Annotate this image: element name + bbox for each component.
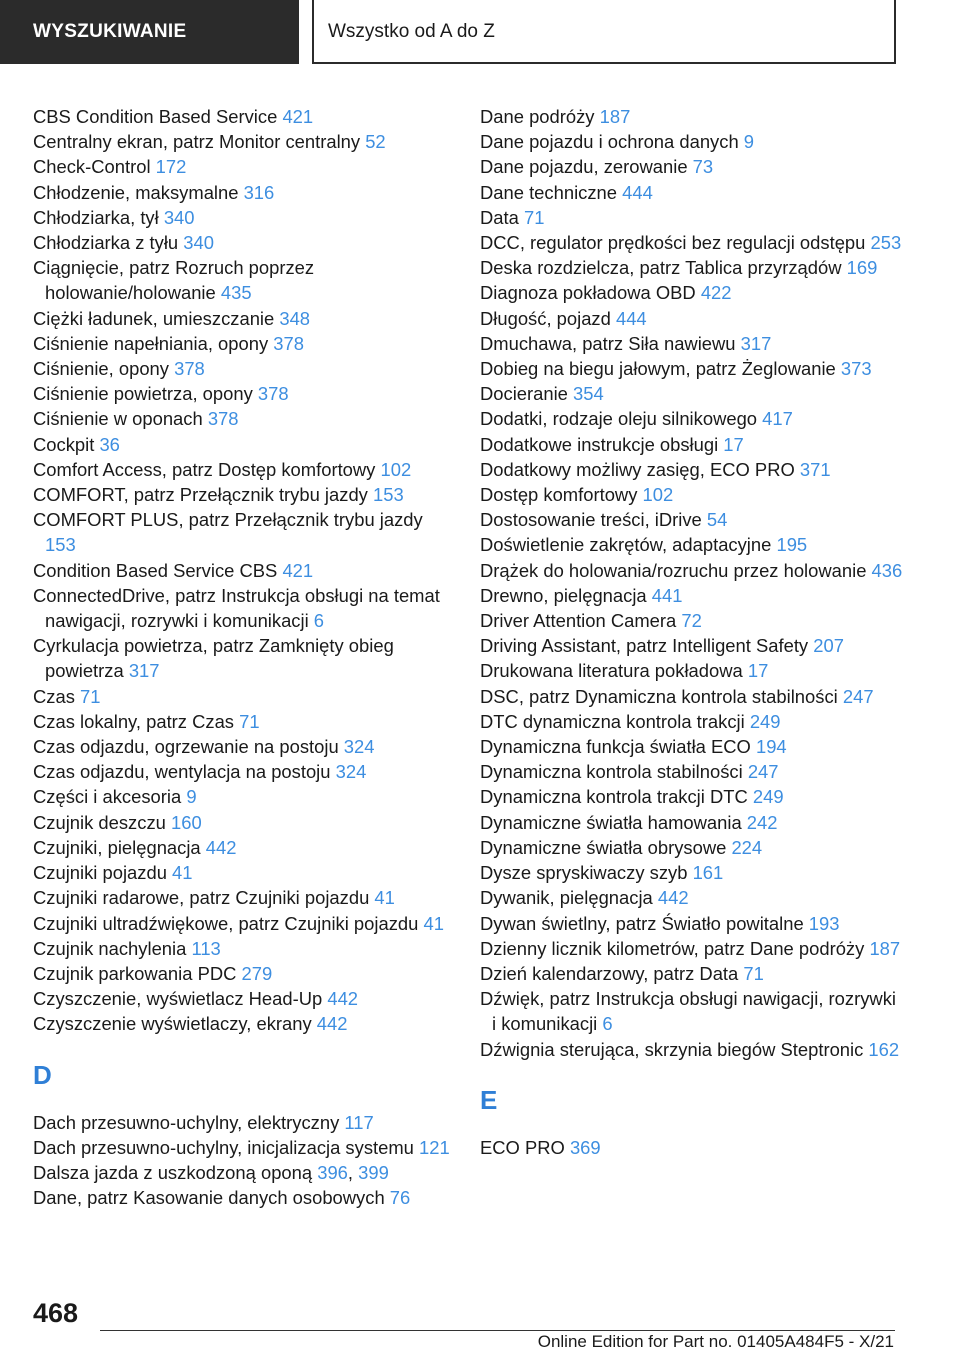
page-reference-link[interactable]: 340 (183, 232, 214, 254)
index-entry-term: Data (480, 206, 524, 228)
page-reference-link[interactable]: 378 (207, 408, 239, 430)
index-entry (33, 810, 458, 835)
page-reference-link[interactable]: 444 (622, 181, 653, 203)
index-entry (480, 406, 905, 431)
page-reference-link[interactable]: 71 (523, 206, 545, 228)
index-entry-term: COMFORT, patrz Przełącznik trybu jazdy (33, 484, 373, 506)
page-reference-link[interactable]: 396 (317, 1161, 348, 1183)
index-entry-term: Dach przesuwno-uchylny, elektryczny (33, 1111, 345, 1133)
page-reference-link[interactable]: 369 (569, 1136, 601, 1158)
page-reference-link[interactable]: 422 (700, 282, 732, 304)
page-reference-link[interactable]: 224 (731, 836, 763, 858)
index-entry-term: Dodatki, rodzaje oleju silnikowego (480, 408, 763, 430)
index-entry-term: DSC, patrz Dynamiczna kontrola stabilności (480, 685, 843, 707)
index-entry (33, 507, 458, 557)
page-reference-link[interactable]: 249 (749, 710, 781, 732)
index-entry (480, 205, 905, 230)
page-reference-link[interactable]: 6 (313, 610, 325, 632)
index-entry (33, 1011, 458, 1036)
index-entry-term: Czyszczenie wyświetlaczy, ekrany (33, 1013, 317, 1035)
index-entry (480, 356, 905, 381)
page-reference-link[interactable]: 417 (762, 408, 793, 430)
index-entry-term: Dynamiczne światła hamowania (480, 811, 747, 833)
index-entry-term: Chłodziarka, tył (33, 206, 164, 228)
index-entry (33, 482, 458, 507)
index-entry-term: Czas odjazdu, wentylacja na postoju (33, 761, 336, 783)
index-entry (480, 784, 905, 809)
index-entry (480, 507, 905, 532)
index-entry (33, 255, 458, 305)
index-entry-term: Czujnik parkowania PDC (33, 962, 242, 984)
index-entry-term: Docieranie (480, 383, 574, 405)
index-entry (33, 129, 458, 154)
index-entry (33, 734, 458, 759)
index-entry (480, 860, 905, 885)
page-reference-link[interactable]: 378 (273, 332, 304, 354)
page-reference-link[interactable]: 169 (846, 257, 878, 279)
index-entry (480, 230, 905, 255)
index-entry (33, 154, 458, 179)
index-entry-term: Driving Assistant, patrz Intelligent Safety (480, 635, 814, 657)
page-number: 468 (33, 1298, 79, 1328)
index-letter-heading: D (33, 1059, 52, 1090)
page-reference-link[interactable]: 371 (799, 458, 831, 480)
page-reference-link[interactable]: 242 (746, 811, 778, 833)
index-entry-term: Czas lokalny, patrz Czas (33, 710, 240, 732)
index-entry-term: Chłodzenie, maksymalne (33, 181, 244, 203)
index-entry (480, 104, 905, 129)
index-entry-term: Dalsza jazda z uszkodzoną oponą (33, 1161, 318, 1183)
index-entry (480, 180, 905, 205)
index-entry-term: Czujnik deszczu (33, 811, 171, 833)
page-reference-link[interactable]: 187 (869, 937, 901, 959)
index-entry-term: Czujniki radarowe, patrz Czujniki pojazdu (33, 887, 375, 909)
index-entry-term: Dmuchawa, patrz Siła nawiewu (480, 332, 741, 354)
index-entry (33, 684, 458, 709)
page-reference-link[interactable]: 195 (776, 534, 808, 556)
page-reference-link[interactable]: 162 (868, 1038, 900, 1060)
page-reference-link[interactable]: 41 (374, 887, 395, 909)
page-reference-link[interactable]: 113 (191, 937, 221, 959)
page-reference-link[interactable]: 102 (380, 458, 412, 480)
index-entry-term: Dźwignia sterująca, skrzynia biegów Steptronic (480, 1038, 869, 1060)
index-entry-term: Dodatkowy możliwy zasięg, ECO PRO (480, 458, 800, 480)
index-entry (33, 205, 458, 230)
index-entry-term: Dzień kalendarzowy, patrz Data (480, 962, 744, 984)
index-entry-term: ConnectedDrive, patrz Instrukcja obsługi na temat nawigacji, rozrywki i komunikacji (33, 584, 440, 632)
page-reference-link[interactable]: 247 (842, 685, 874, 707)
page-reference-link[interactable]: 172 (155, 156, 187, 178)
page-reference-link[interactable]: 441 (651, 584, 683, 606)
page-reference-link[interactable]: 378 (174, 358, 205, 380)
page-reference-link[interactable]: 442 (205, 836, 237, 858)
page-reference-link[interactable]: 316 (243, 181, 275, 203)
page-reference-link[interactable]: 253 (870, 232, 902, 254)
page-reference-link[interactable]: 160 (170, 811, 202, 833)
page-reference-link[interactable]: 436 (871, 559, 903, 581)
index-entry (480, 759, 905, 784)
index-entry (33, 709, 458, 734)
index-entry-term: Cyrkulacja powietrza, patrz Zamknięty obieg powietrza (33, 635, 394, 682)
page-reference-link[interactable]: 324 (335, 761, 367, 783)
index-entry (480, 633, 905, 658)
index-entry (480, 255, 905, 280)
index-entry (33, 180, 458, 205)
page-reference-link[interactable]: 76 (389, 1187, 411, 1209)
index-entry (480, 457, 905, 482)
page-reference-link[interactable]: 373 (840, 358, 872, 380)
page-reference-link[interactable]: 6 (602, 1013, 613, 1035)
index-entry-term: Dywan świetlny, patrz Światło powitalne (480, 912, 809, 934)
index-entry (33, 1185, 458, 1210)
index-entry (33, 356, 458, 381)
index-entry-term: Deska rozdzielcza, patrz Tablica przyrządów (480, 257, 847, 279)
index-entry-term: Czujniki ultradźwiękowe, patrz Czujniki pojazdu (33, 912, 424, 934)
index-entry (33, 759, 458, 784)
page-reference-link[interactable]: 52 (365, 131, 386, 153)
index-entry-term: Condition Based Service CBS (33, 559, 283, 581)
index-entry (480, 306, 905, 331)
index-entry-term: Dynamiczna kontrola stabilności (480, 761, 748, 783)
page-reference-link[interactable]: 36 (99, 433, 120, 455)
index-entry (480, 558, 905, 583)
index-entry-term: Czujniki, pielęgnacja (33, 836, 206, 858)
index-entry (33, 558, 458, 583)
index-entry (480, 810, 905, 835)
index-entry-term: Dynamiczne światła obrysowe (480, 836, 732, 858)
index-entry-term: Dźwięk, patrz Instrukcja obsługi nawigacji, rozrywki i komunikacji (480, 988, 896, 1035)
index-entry (480, 381, 905, 406)
index-entry-term: Drążek do holowania/rozruchu przez holowanie (480, 559, 872, 581)
page-reference-link[interactable]: 249 (752, 786, 784, 808)
page-reference-link[interactable]: 340 (163, 206, 195, 228)
index-entry-term: DCC, regulator prędkości bez regulacji odstępu (480, 232, 871, 254)
index-entry-term: COMFORT PLUS, patrz Przełącznik trybu jazdy (33, 509, 423, 531)
index-entry (480, 280, 905, 305)
page-reference-link[interactable]: 442 (327, 988, 359, 1010)
index-entry-term: Czas (33, 685, 81, 707)
index-entry (480, 835, 905, 860)
index-letter-heading: E (480, 1084, 498, 1115)
index-entry-term: Części i akcesoria (33, 786, 187, 808)
index-entry (480, 129, 905, 154)
index-entry (480, 331, 905, 356)
index-entry-term: DTC dynamiczna kontrola trakcji (480, 710, 750, 732)
index-entry (33, 104, 458, 129)
page-reference-link[interactable]: 193 (808, 912, 840, 934)
index-entry (480, 532, 905, 557)
index-entry-term: Dostęp komfortowy (480, 484, 643, 506)
index-entry-term: Dynamiczna funkcja światła ECO (480, 736, 756, 758)
index-entry-term: Ciągnięcie, patrz Rozruch poprzez holowanie/holowanie (33, 257, 315, 304)
index-entry (480, 432, 905, 457)
index-entry-term: Dobieg na biegu jałowym, patrz Żeglowanie (480, 358, 841, 380)
index-entry-term: Czas odjazdu, ogrzewanie na postoju (33, 736, 344, 758)
footer-edition-text: Online Edition for Part no. 01405A484F5 - X/21 (537, 1332, 894, 1351)
index-entry (33, 331, 458, 356)
index-entry (480, 734, 905, 759)
page-reference-link[interactable]: 41 (423, 912, 444, 934)
index-entry (480, 482, 905, 507)
page-reference-link[interactable]: 9 (743, 131, 755, 153)
index-entry-term: Dynamiczna kontrola trakcji DTC (480, 786, 753, 808)
page-reference-link[interactable]: 399 (358, 1161, 389, 1183)
index-entry-term: Ciśnienie, opony (33, 358, 175, 380)
page-reference-link[interactable]: 71 (743, 962, 764, 984)
page-reference-link[interactable]: 279 (241, 962, 273, 984)
page-reference-link[interactable]: 324 (343, 736, 375, 758)
page-reference-link[interactable]: 73 (692, 156, 714, 178)
index-entry-term: Dach przesuwno-uchylny, inicjalizacja systemu (33, 1136, 420, 1158)
index-entry (480, 911, 905, 936)
page-reference-link[interactable]: 9 (186, 786, 197, 808)
index-entry-term: Ciśnienie napełniania, opony (33, 332, 274, 354)
index-entry (480, 986, 905, 1036)
page-reference-link[interactable]: 71 (239, 710, 260, 732)
page-reference-link[interactable]: 354 (573, 383, 604, 405)
page-reference-link[interactable]: 421 (282, 559, 314, 581)
index-entry-term: Doświetlenie zakrętów, adaptacyjne (480, 534, 777, 556)
index-entry-term: Dane, patrz Kasowanie danych osobowych (33, 1187, 390, 1209)
index-entry (33, 860, 458, 885)
index-entry (33, 885, 458, 910)
index-entry-term: Dywanik, pielęgnacja (480, 887, 658, 909)
index-entry-term: Dodatkowe instrukcje obsługi (480, 433, 724, 455)
index-entry (33, 1160, 458, 1185)
index-entry-term: Drukowana literatura pokładowa (480, 660, 748, 682)
page-reference-link[interactable]: 421 (282, 106, 314, 127)
page-reference-link[interactable]: 317 (128, 660, 160, 682)
chapter-tab[interactable]: Wszystko od A do Z (312, 0, 896, 64)
index-entry-term: Dane techniczne (480, 181, 623, 203)
index-entry-term: Czujnik nachylenia (33, 937, 192, 959)
page-reference-link[interactable]: 54 (706, 509, 728, 531)
index-entry (33, 986, 458, 1011)
index-entry-term: ECO PRO (480, 1136, 570, 1158)
index-entry-term: Długość, pojazd (480, 307, 616, 329)
page-reference-link[interactable]: 442 (657, 887, 689, 909)
index-entry-term: Dane pojazdu i ochrona danych (480, 131, 744, 153)
page-reference-link[interactable]: 207 (813, 635, 844, 657)
index-entry (480, 684, 905, 709)
index-entry-term: Cockpit (33, 433, 100, 455)
index-entry-term: Dzienny licznik kilometrów, patrz Dane podróży (480, 937, 870, 959)
page-reference-link[interactable]: 442 (316, 1013, 348, 1035)
index-entry-term: Czujniki pojazdu (33, 862, 173, 884)
index-entry (33, 406, 458, 431)
index-entry (33, 583, 458, 633)
page-reference-link[interactable]: 317 (740, 332, 772, 354)
index-entry-term: Centralny ekran, patrz Monitor centralny (33, 131, 366, 153)
index-entry-term: Chłodziarka z tyłu (33, 232, 184, 254)
index-entry-term: Dane pojazdu, zerowanie (480, 156, 693, 178)
index-entry-term: Drewno, pielęgnacja (480, 584, 652, 606)
footer-divider (100, 1330, 895, 1331)
index-entry (480, 608, 905, 633)
page-reference-link[interactable]: 187 (599, 106, 631, 127)
index-entry (480, 1135, 905, 1160)
page-reference-link[interactable]: 378 (257, 383, 289, 405)
index-entry-term: Czyszczenie, wyświetlacz Head-Up (33, 988, 328, 1010)
index-entry-term: Ciśnienie powietrza, opony (33, 383, 258, 405)
page-reference-link[interactable]: 348 (279, 307, 311, 329)
index-entry (480, 583, 905, 608)
page-reference-link[interactable]: 41 (172, 862, 193, 884)
page-reference-link[interactable]: 71 (80, 685, 101, 707)
index-entry-term: Ciśnienie w oponach (33, 408, 208, 430)
page-reference-link[interactable]: 17 (747, 660, 769, 682)
index-entry (33, 835, 458, 860)
page-reference-link[interactable]: 247 (747, 761, 779, 783)
index-entry (33, 432, 458, 457)
page-separator: , (347, 1161, 359, 1183)
page-reference-link[interactable]: 102 (642, 484, 674, 506)
index-entry (33, 1135, 458, 1160)
page-reference-link[interactable]: 121 (419, 1136, 450, 1158)
page-reference-link[interactable]: 153 (372, 484, 404, 506)
index-entry (33, 230, 458, 255)
index-entry (480, 709, 905, 734)
index-entry (33, 961, 458, 986)
index-entry-term: Diagnoza pokładowa OBD (480, 282, 701, 304)
index-entry (480, 936, 905, 961)
index-entry (480, 961, 905, 986)
index-entry (33, 911, 458, 936)
index-column-left (33, 104, 458, 1210)
index-entry-term: Driver Attention Camera (480, 610, 682, 632)
page-reference-link[interactable]: 194 (755, 736, 787, 758)
index-entry (480, 154, 905, 179)
index-entry (33, 457, 458, 482)
page-reference-link[interactable]: 435 (220, 282, 252, 304)
index-entry-term: Comfort Access, patrz Dostęp komfortowy (33, 458, 381, 480)
index-column-right (480, 104, 905, 1160)
index-entry-term: CBS Condition Based Service (33, 106, 283, 127)
index-entry (33, 633, 458, 683)
index-entry-term: Ciężki ładunek, umieszczanie (33, 307, 280, 329)
page-reference-link[interactable]: 17 (723, 433, 744, 455)
index-entry (33, 1110, 458, 1135)
page-reference-link[interactable]: 117 (344, 1111, 374, 1133)
index-entry-term: Dysze spryskiwaczy szyb (480, 862, 693, 884)
index-entry (33, 381, 458, 406)
index-entry (33, 784, 458, 809)
index-entry-term: Dane podróży (480, 106, 600, 127)
index-entry (33, 936, 458, 961)
index-entry (33, 306, 458, 331)
page-reference-link[interactable]: 72 (681, 610, 702, 632)
index-entry-term: Dostosowanie treści, iDrive (480, 509, 707, 531)
page-header (0, 0, 960, 66)
page-reference-link[interactable]: 153 (45, 534, 76, 556)
index-entry (480, 1037, 905, 1062)
index-entry-term: Check-Control (33, 156, 156, 178)
page-reference-link[interactable]: 444 (615, 307, 647, 329)
index-entry (480, 658, 905, 683)
page-reference-link[interactable]: 161 (692, 862, 724, 884)
section-tab[interactable]: WYSZUKIWANIE (0, 0, 299, 64)
index-entry (480, 885, 905, 910)
